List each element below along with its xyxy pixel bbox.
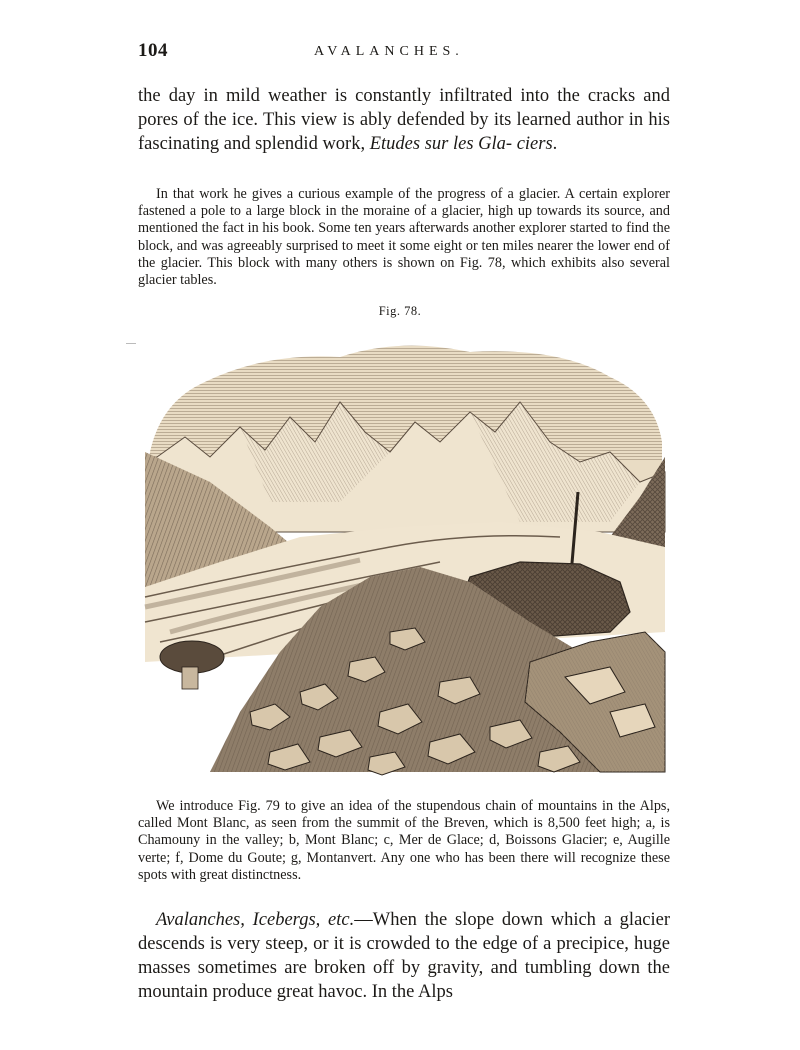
- para1-line-2: and pores of the ice. This view is ably defended by its learned: [138, 86, 670, 130]
- figure-engraving: [140, 332, 670, 787]
- para2-text: In that work he gives a curious example of the progress of a glacier. A certain explorer fastened a pole to a large block in the moraine of a glacier, high up towards its source, and mentioned the fact in his book. Some ten years afterwards another explorer started to find the block, and was agreeably surprised to meet it some eight or ten miles nearer the lower end of the glacier. This block with many others is shown on Fig. 78, which exhibits also several glacier tables.: [138, 186, 670, 289]
- running-head: AVALANCHES.: [314, 44, 464, 59]
- page-header: [138, 38, 668, 68]
- section-heading-avalanches: Avalanches, Icebergs, etc.: [156, 910, 355, 930]
- engraving-bottom-edge: [200, 772, 645, 787]
- book-title-part2: ciers: [516, 134, 553, 154]
- figure-caption: Fig. 78.: [378, 304, 422, 318]
- paragraph-avalanches: [138, 908, 670, 1004]
- glacier-table-pedestal: [182, 667, 198, 689]
- page-number: 104: [138, 40, 168, 61]
- paragraph-continuation: [138, 84, 670, 156]
- para1-line-1: the day in mild weather is constantly infiltrated into the cracks: [138, 86, 636, 106]
- para4-text: When the slope down which a glacier descends is very steep, or it is crowded to the edge of a precipice, huge masses sometimes are broken off by gravity, and tumbling down the mountain produce great havoc. In the Alps: [138, 910, 670, 1002]
- para1-line-3: author in his fascinating and splendid work,: [138, 110, 670, 154]
- heading-dash: —: [354, 910, 373, 930]
- paragraph-glacier-progress: [138, 186, 670, 289]
- book-title-part1: Etudes sur les Gla-: [369, 134, 513, 154]
- margin-mark: [126, 343, 136, 344]
- para1-end: .: [552, 134, 558, 154]
- paragraph-mont-blanc: [138, 798, 670, 884]
- para3-text: We introduce Fig. 79 to give an idea of the stupendous chain of mountains in the Alps, called Mont Blanc, as seen from the summit of the Breven, which is 8,500 feet high; a, is Chamouny in the valley; b, Mont Blanc; c, Mer de Glace; d, Boissons Glacier; e, Augille verte; f, Dome du Goute; g, Montanvert. Any one who has been there will recognize these spots with great distinctness.: [138, 798, 670, 883]
- glacier-engraving-illustration: [140, 332, 670, 787]
